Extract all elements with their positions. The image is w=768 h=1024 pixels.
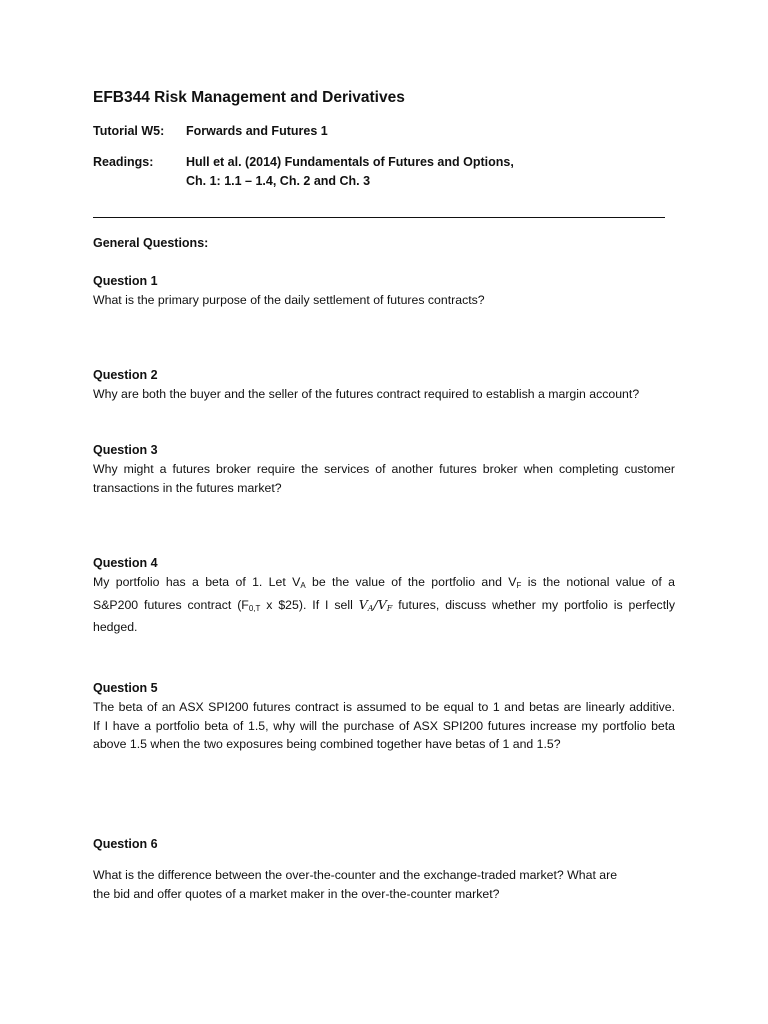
question-text-line: above 1.5 when the two exposures being combined together have betas of 1 and 1.5? — [93, 737, 561, 751]
ratio-formula: $V_A/V_F$ — [358, 596, 393, 613]
document-title: EFB344 Risk Management and Derivatives — [93, 89, 405, 106]
question-2 — [93, 366, 675, 404]
question-1 — [93, 272, 675, 310]
readings-label: Readings: — [93, 155, 154, 169]
question-3 — [93, 441, 675, 497]
question-text-line: My portfolio has a beta of 1. Let $V_A$ be the value of the portfolio and $V_F$ is the notional value of a — [93, 575, 675, 590]
question-heading: Question 6 — [93, 837, 158, 851]
question-heading: Question 2 — [93, 368, 158, 382]
question-text-line: Why are both the buyer and the seller of the futures contract required to establish a margin account? — [93, 387, 640, 401]
question-text-line: the bid and offer quotes of a market maker in the over-the-counter market? — [93, 886, 500, 901]
question-text-line: The beta of an ASX SPI200 futures contract is assumed to be equal to 1 and betas are linearly additive. — [93, 700, 675, 714]
question-text-line: What is the difference between the over-the-counter and the exchange-traded market? What are — [93, 868, 618, 882]
tutorial-value: Forwards and Futures 1 — [186, 124, 328, 138]
question-heading: Question 1 — [93, 274, 158, 288]
question-text-line: S&P200 futures contract ($F_{0,T}$ x $25). If I sell $V_A/V_F$ futures, discuss whether my portfolio is perfectly — [93, 596, 675, 613]
question-6 — [93, 835, 675, 903]
question-text-line: hedged. — [93, 620, 138, 634]
tutorial-label: Tutorial W5: — [93, 124, 165, 138]
question-text-line: Why might a futures broker require the services of another futures broker when completing customer — [93, 462, 675, 476]
question-heading: Question 4 — [93, 556, 158, 570]
question-heading: Question 3 — [93, 443, 158, 457]
question-text-line: If I have a portfolio beta of 1.5, why will the purchase of ASX SPI200 futures increase my portfolio beta — [93, 718, 675, 733]
section-title: General Questions: — [93, 236, 209, 250]
readings-line-1: Hull et al. (2014) Fundamentals of Futures and Options, — [186, 155, 514, 169]
question-text-line: transactions in the futures market? — [93, 480, 282, 495]
divider-line — [93, 217, 665, 218]
readings-line-2: Ch. 1: 1.1 – 1.4, Ch. 2 and Ch. 3 — [186, 174, 371, 188]
question-4 — [93, 554, 675, 637]
question-text-line: What is the primary purpose of the daily settlement of futures contracts? — [93, 293, 485, 307]
question-5 — [93, 679, 675, 754]
question-heading: Question 5 — [93, 681, 158, 695]
